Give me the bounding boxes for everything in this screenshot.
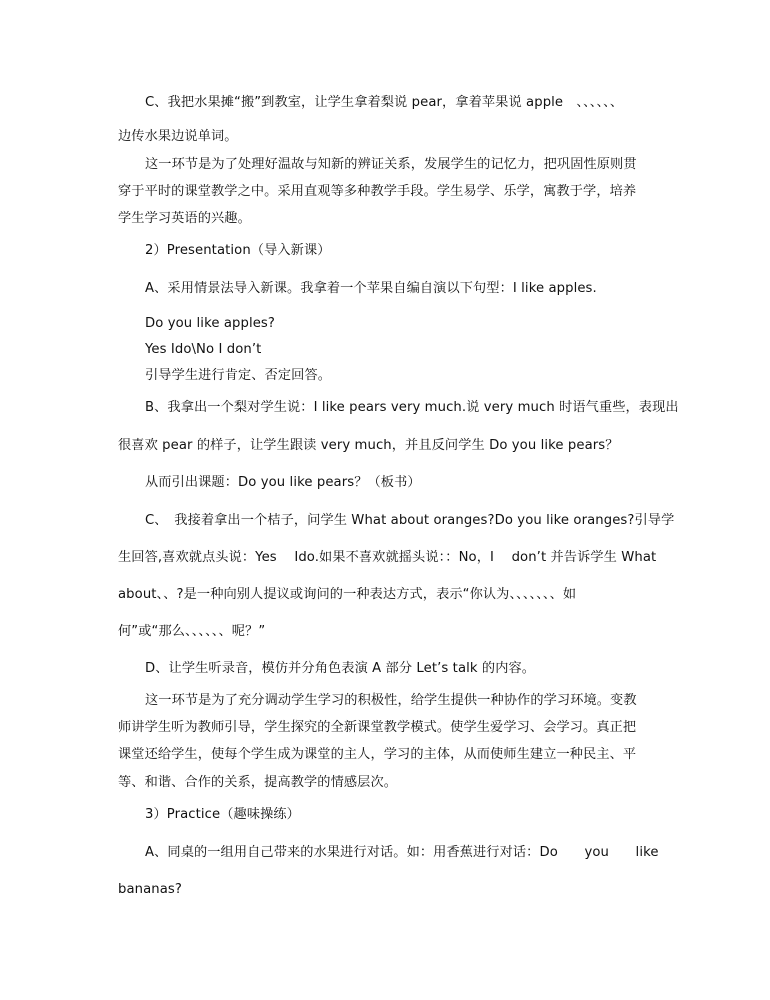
paragraph-line: 这一环节是为了处理好温故与知新的辨证关系，发展学生的记忆力，把巩固性原则贯: [145, 157, 637, 172]
paragraph-line: 何”或“那么、、、、、、呢？”: [118, 624, 266, 639]
paragraph-line: C、我把水果摊“搬”到教室，让学生拿着梨说 pear，拿着苹果说 apple 、、、、、、: [145, 95, 624, 110]
paragraph-line: bananas?: [118, 882, 183, 897]
paragraph-line: 师讲学生听为教师引导，学生探究的全新课堂教学模式。使学生爱学习、会学习。真正把: [118, 720, 637, 735]
paragraph-line: C、 我接着拿出一个桔子，问学生 What about oranges?Do you like oranges?引导学: [145, 513, 675, 528]
paragraph-line: 引导学生进行肯定、否定回答。: [145, 368, 332, 383]
paragraph-line: 生回答,喜欢就点头说：Yes Ido.如果不喜欢就摇头说：：No，I don’t 并告诉学生 What: [118, 550, 657, 565]
paragraph-line: 边传水果边说单词。: [118, 129, 238, 144]
paragraph-line: B、我拿出一个梨对学生说：I like pears very much.说 very much 时语气重些，表现出: [145, 400, 679, 415]
paragraph-line: 很喜欢 pear 的样子，让学生跟读 very much，并且反问学生 Do you like pears？: [118, 438, 619, 453]
paragraph-line: about、、?是一种向别人提议或询问的一种表达方式，表示“你认为、、、、、、、如: [118, 587, 577, 602]
paragraph-line: 等、和谐、合作的关系，提高教学的情感层次。: [118, 775, 398, 790]
dialogue-line: Yes Ido\No I don’t: [145, 342, 262, 357]
paragraph-line: 从而引出课题：Do you like pears？（板书）: [145, 475, 421, 490]
paragraph-line: A、同桌的一组用自己带来的水果进行对话。如：用香蕉进行对话：Do you like: [145, 845, 659, 860]
section-heading: 2）Presentation（导入新课）: [145, 243, 331, 258]
section-heading: 3）Practice（趣味操练）: [145, 807, 300, 822]
paragraph-line: 穿于平时的课堂教学之中。采用直观等多种教学手段。学生易学、乐学，寓教于学，培养: [118, 184, 637, 199]
paragraph-line: 这一环节是为了充分调动学生学习的积极性，给学生提供一种协作的学习环境。变教: [145, 693, 637, 708]
paragraph-line: 课堂还给学生，使每个学生成为课堂的主人，学习的主体，从而使师生建立一种民主、平: [118, 747, 637, 762]
paragraph-line: A、采用情景法导入新课。我拿着一个苹果自编自演以下句型：I like apples.: [145, 281, 597, 296]
dialogue-line: Do you like apples?: [145, 316, 276, 331]
paragraph-line: 学生学习英语的兴趣。: [118, 211, 251, 226]
paragraph-line: D、让学生听录音，模仿并分角色表演 A 部分 Let’s talk 的内容。: [145, 661, 536, 676]
